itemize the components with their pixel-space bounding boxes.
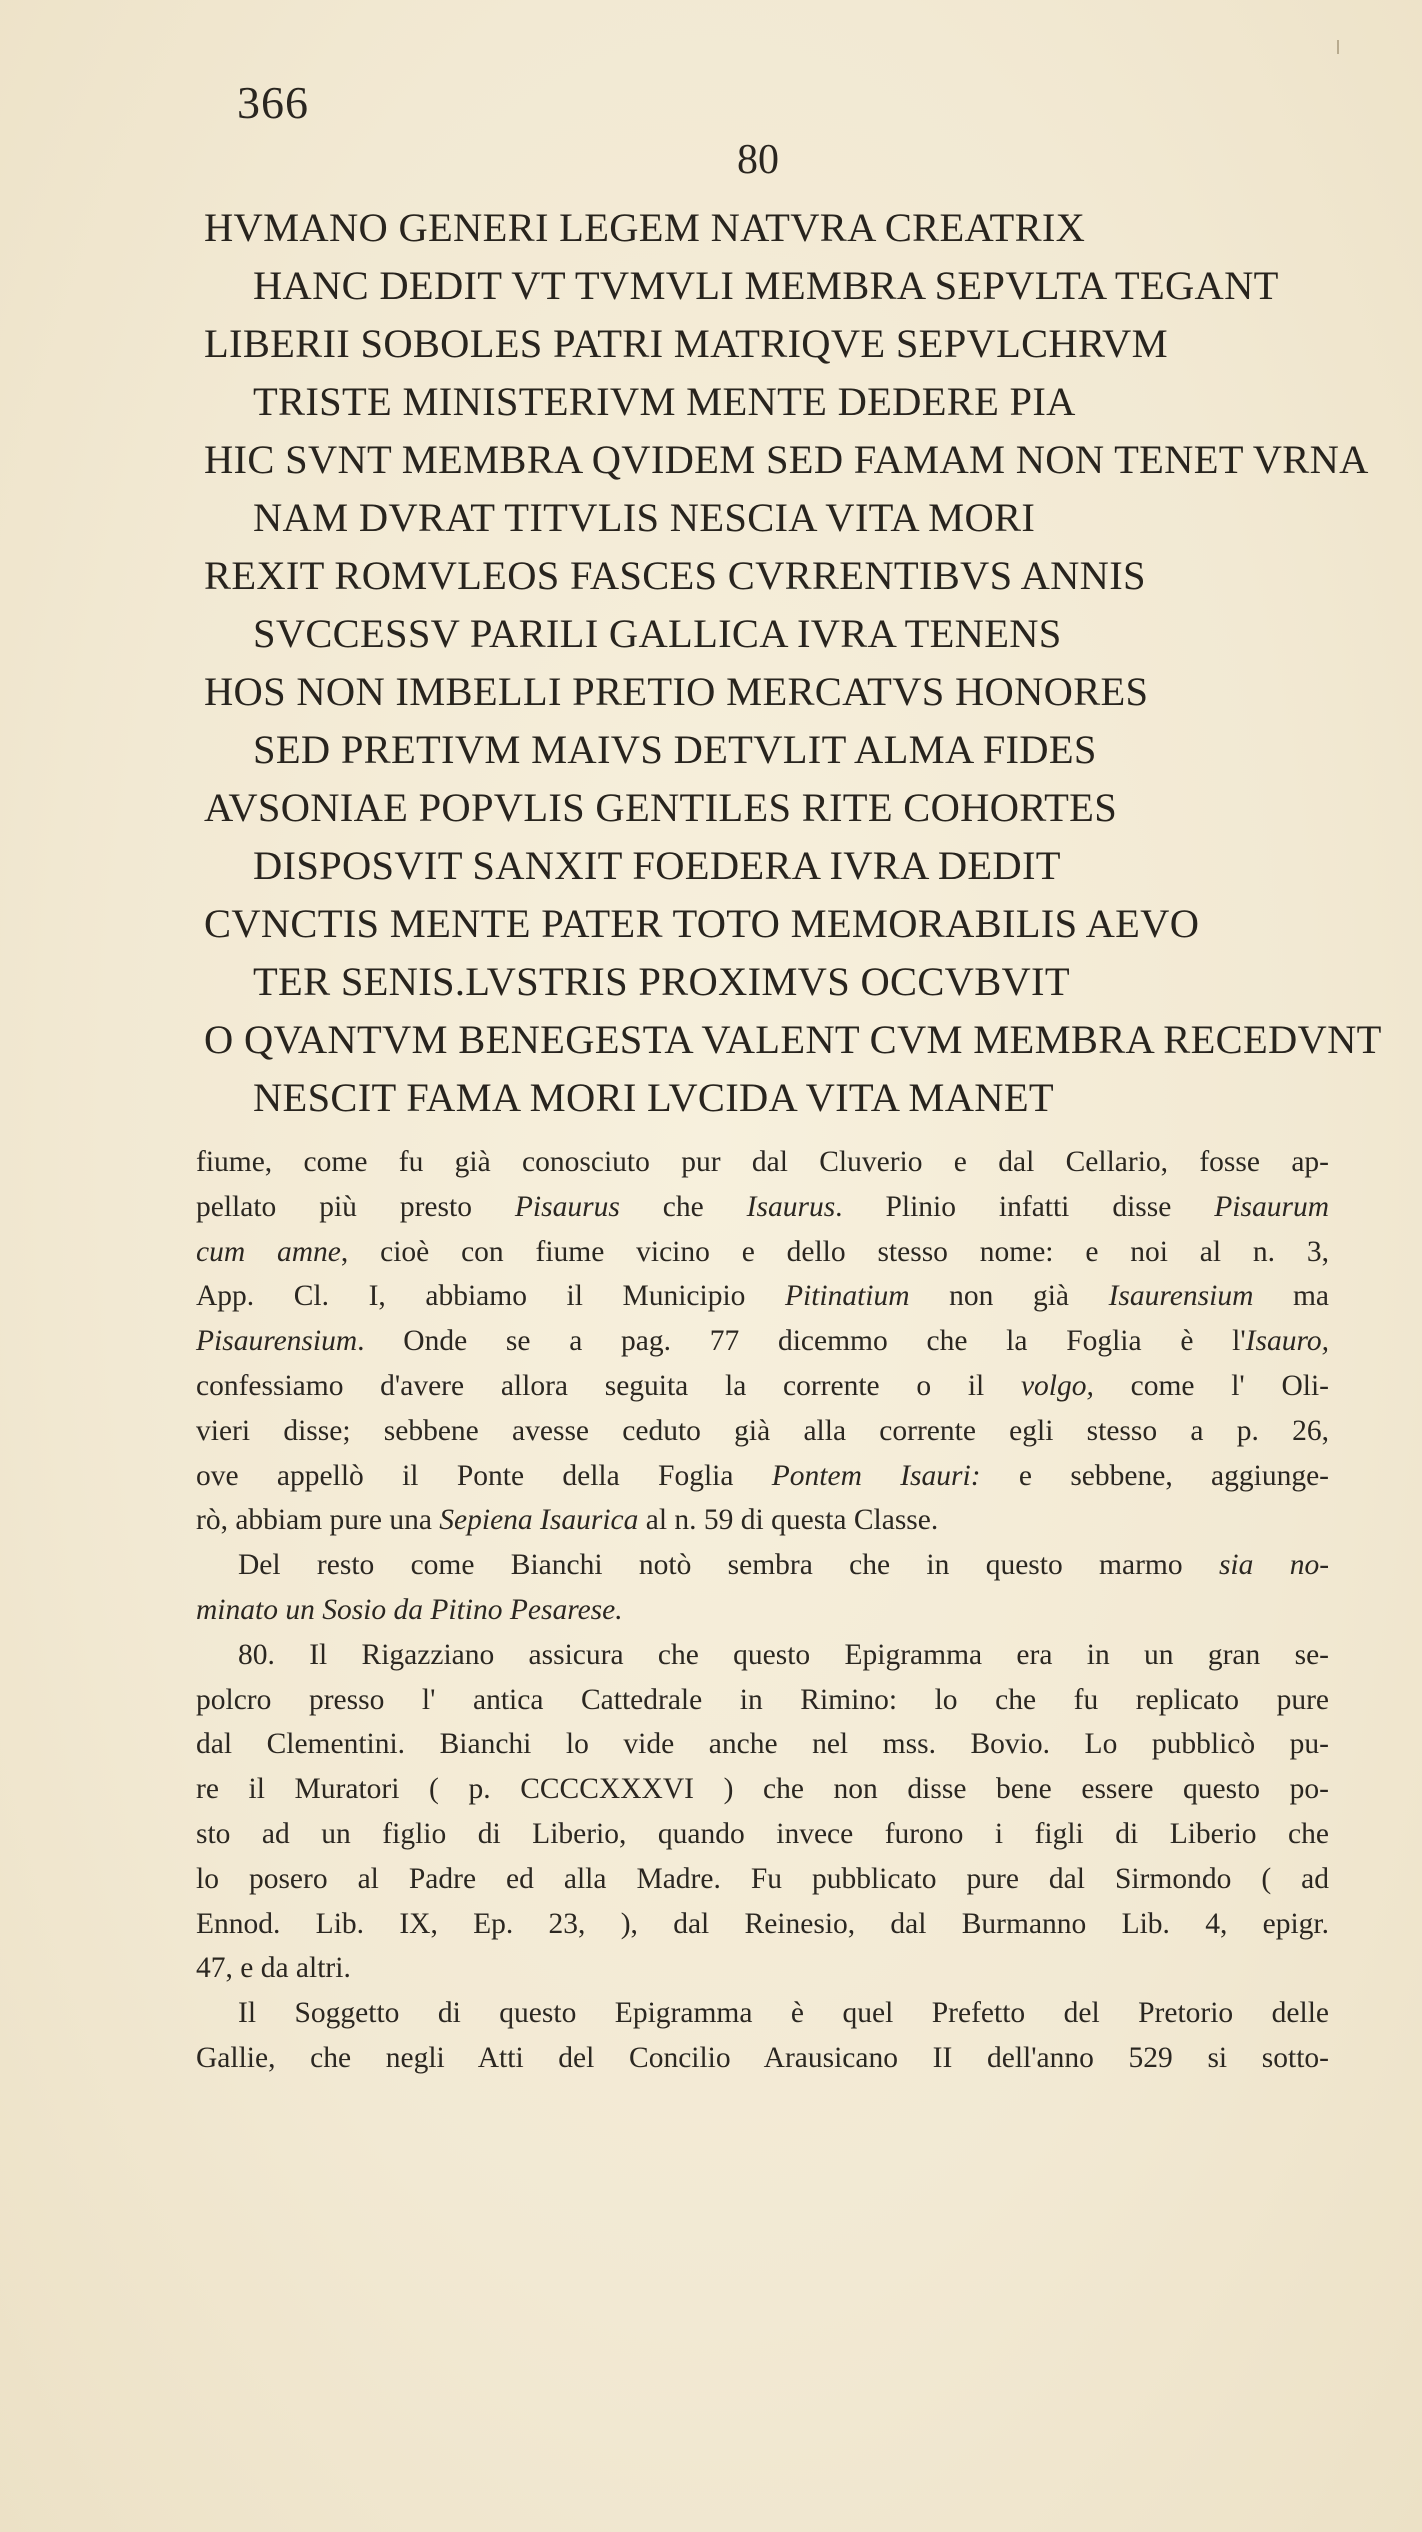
commentary-line: dal Clementini. Bianchi lo vide anche nel mss. Bovio. Lo pubblicò pu- (196, 1728, 1329, 1761)
italic-term: Pitinatium (785, 1280, 910, 1313)
italic-term: Pisaurum (1214, 1190, 1329, 1223)
italic-term: Pisaurus (514, 1190, 620, 1223)
text-run: e sebbene, aggiunge- (980, 1459, 1330, 1492)
italic-term: Pisaurensium (196, 1325, 358, 1358)
commentary-line: Il Soggetto di questo Epigramma è quel Prefetto del Pretorio delle (238, 1997, 1329, 2030)
inscription-line: LIBERII SOBOLES PATRI MATRIQVE SEPVLCHRVM (204, 321, 1168, 366)
italic-term: Isaurus (746, 1190, 836, 1223)
text-run: ma (1253, 1280, 1329, 1313)
text-run: confessiamo d'avere allora seguita la corrente o il (196, 1369, 1021, 1402)
inscription-line: HIC SVNT MEMBRA QVIDEM SED FAMAM NON TENET VRNA (204, 437, 1369, 482)
commentary-line (196, 1230, 1329, 1275)
commentary-line (196, 1185, 1329, 1230)
text-run: pellato più presto (196, 1190, 515, 1223)
inscription-line: TER SENIS.LVSTRIS PROXIMVS OCCVBVIT (253, 959, 1070, 1004)
margin-mark (1337, 40, 1339, 54)
text-run: . Plinio infatti disse (835, 1190, 1215, 1223)
commentary-line: re il Muratori ( p. CCCCXXXVI ) che non disse bene essere questo po- (196, 1773, 1329, 1806)
inscription-line: CVNCTIS MENTE PATER TOTO MEMORABILIS AEVO (204, 901, 1200, 946)
commentary-line: 47, e da altri. (196, 1952, 351, 1985)
commentary-line (196, 1274, 1329, 1319)
commentary-line: minato un Sosio da Pitino Pesarese. (196, 1593, 623, 1626)
commentary-line: 80. Il Rigazziano assicura che questo Epigramma era in un gran se- (238, 1638, 1329, 1671)
text-run: , cioè con fiume vicino e dello stesso nome: e noi al n. 3, (340, 1235, 1329, 1268)
inscription-line: TRISTE MINISTERIVM MENTE DEDERE PIA (253, 379, 1076, 424)
italic-term: Isaurensium (1108, 1280, 1254, 1313)
commentary-line (196, 1498, 1329, 1543)
inscription-line: SED PRETIVM MAIVS DETVLIT ALMA FIDES (253, 727, 1097, 772)
inscription-line: AVSONIAE POPVLIS GENTILES RITE COHORTES (204, 785, 1118, 830)
italic-term: volgo, (1020, 1369, 1094, 1402)
inscription-line: HOS NON IMBELLI PRETIO MERCATVS HONORES (204, 669, 1149, 714)
italic-term: Isauro, (1245, 1325, 1329, 1358)
inscription-line: REXIT ROMVLEOS FASCES CVRRENTIBVS ANNIS (204, 553, 1146, 598)
italic-term: sia no- (1218, 1549, 1330, 1582)
commentary-line: Gallie, che negli Atti del Concilio Arausicano II dell'anno 529 si sotto- (196, 2041, 1329, 2074)
italic-term: cum amne (196, 1235, 341, 1268)
text-run: rò, abbiam pure una (196, 1504, 440, 1537)
commentary-text (196, 1140, 1329, 2081)
italic-term: Pontem Isauri: (771, 1459, 981, 1492)
inscription-line: HANC DEDIT VT TVMVLI MEMBRA SEPVLTA TEGANT (253, 263, 1279, 308)
inscription-line: NAM DVRAT TITVLIS NESCIA VITA MORI (253, 495, 1036, 540)
commentary-line (196, 1454, 1329, 1499)
text-run: non già (909, 1280, 1109, 1313)
commentary-line: sto ad un figlio di Liberio, quando invece furono i figli di Liberio che (196, 1817, 1329, 1850)
inscription-line: NESCIT FAMA MORI LVCIDA VITA MANET (253, 1075, 1054, 1120)
commentary-line: vieri disse; sebbene avesse ceduto già alla corrente egli stesso a p. 26, (196, 1414, 1329, 1447)
inscription-number: 80 (737, 137, 779, 183)
commentary-line: lo posero al Padre ed alla Madre. Fu pubblicato pure dal Sirmondo ( ad (196, 1862, 1329, 1895)
commentary-line (196, 1543, 1329, 1588)
inscription-line: DISPOSVIT SANXIT FOEDERA IVRA DEDIT (253, 843, 1061, 888)
text-run: Del resto come Bianchi notò sembra che in questo marmo (238, 1549, 1219, 1582)
commentary-line: fiume, come fu già conosciuto pur dal Cluverio e dal Cellario, fosse ap- (196, 1146, 1329, 1178)
text-run: ove appellò il Ponte della Foglia (196, 1459, 772, 1492)
text-run: come l' Oli- (1093, 1369, 1329, 1402)
text-run: che (619, 1190, 747, 1223)
commentary-line: Ennod. Lib. IX, Ep. 23, ), dal Reinesio, dal Burmanno Lib. 4, epigr. (196, 1907, 1329, 1940)
commentary-line: polcro presso l' antica Cattedrale in Rimino: lo che fu replicato pure (196, 1683, 1329, 1716)
page-number: 366 (237, 77, 309, 128)
text-run: . Onde se a pag. 77 dicemmo che la Foglia è l' (357, 1325, 1246, 1358)
commentary-line (196, 1319, 1329, 1364)
text-run: App. Cl. I, abbiamo il Municipio (196, 1280, 785, 1313)
inscription-line: SVCCESSV PARILI GALLICA IVRA TENENS (253, 611, 1062, 656)
inscription-line: HVMANO GENERI LEGEM NATVRA CREATRIX (204, 205, 1086, 250)
text-run: al n. 59 di questa Classe. (638, 1504, 939, 1537)
inscription-line: O QVANTVM BENEGESTA VALENT CVM MEMBRA RECEDVNT (204, 1017, 1382, 1062)
commentary-line (196, 1364, 1329, 1409)
italic-term: Sepiena Isaurica (439, 1504, 639, 1537)
